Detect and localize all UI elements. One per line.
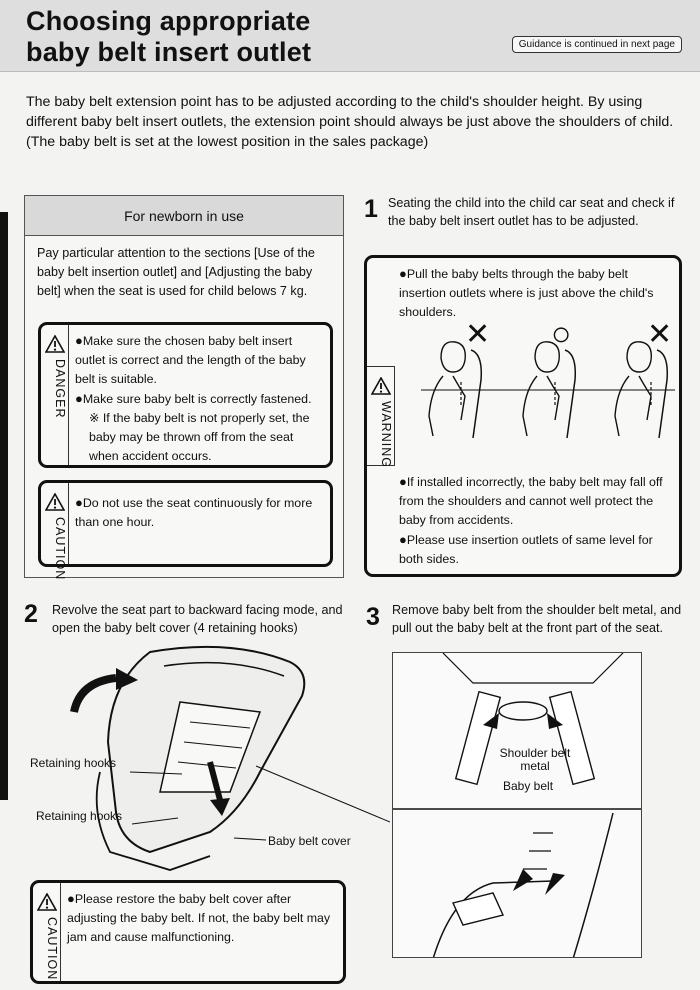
danger-label: DANGER — [53, 359, 67, 419]
continued-badge: Guidance is continued in next page — [512, 36, 682, 53]
step-3-text: Remove baby belt from the shoulder belt metal, and pull out the baby belt at the front part of the seat. — [392, 603, 682, 635]
warning-label: WARNING — [379, 401, 393, 468]
danger-box — [38, 322, 333, 468]
bullet-icon: ● — [75, 391, 83, 406]
warning-top-item: ●Pull the baby belts through the baby belt insertion outlets where is just above the child's shoulders. — [399, 266, 654, 319]
bullet-icon: ● — [399, 266, 407, 281]
caution-side — [41, 483, 69, 581]
warning-triangle-icon — [45, 335, 65, 353]
incorrect-mark-icon: ✕ — [465, 318, 491, 351]
caution-box-2 — [30, 880, 346, 984]
incorrect-mark-icon: ✕ — [647, 318, 673, 351]
caution-box-1 — [38, 480, 333, 581]
newborn-text: Pay particular attention to the sections [Use of the baby belt insertion outlet] and [Adjusting the baby belt] when the seat is used for child belows 7 kg. — [37, 246, 315, 298]
baby-belt-cover-label: Baby belt cover — [268, 834, 351, 848]
bullet-icon: ● — [75, 495, 83, 510]
page-title — [26, 6, 311, 68]
step-3-number: 3 — [366, 603, 380, 631]
caution-side — [33, 883, 61, 981]
warning-triangle-icon — [45, 493, 65, 511]
belt-photo-frame — [392, 652, 642, 958]
step-1-number: 1 — [364, 195, 378, 223]
danger-note: ※ If the baby belt is not properly set, the baby may be thrown off from the seat when accident occurs. — [89, 411, 310, 463]
bullet-icon: ● — [67, 891, 75, 906]
step-1-text: Seating the child into the child car seat and check if the baby belt insert outlet has to be adjusted. — [388, 196, 675, 228]
bullet-icon: ● — [75, 333, 83, 348]
danger-item: ●Make sure the chosen baby belt insert outlet is correct and the length of the baby belt is suitable. — [75, 333, 306, 386]
belt-illustration — [393, 653, 642, 958]
danger-body — [75, 331, 324, 466]
baby-belt-label: Baby belt — [503, 779, 554, 793]
correct-mark-icon: ○ — [551, 315, 572, 353]
warning-box — [364, 255, 682, 577]
page-title-line-2: baby belt insert outlet — [26, 37, 312, 67]
warning-triangle-icon — [371, 377, 391, 395]
caution-body: ●Please restore the baby belt cover after adjusting the baby belt. If not, the baby belt may jam and cause malfunctioning. — [67, 891, 331, 944]
bullet-icon: ● — [399, 474, 407, 489]
caution-label: CAUTION — [53, 517, 67, 581]
warning-triangle-icon — [37, 893, 57, 911]
warning-side — [367, 366, 395, 466]
warning-items — [399, 472, 673, 569]
newborn-heading: For newborn in use — [25, 196, 343, 236]
step-2-number: 2 — [24, 600, 38, 628]
retaining-hooks-label-1: Retaining hooks — [30, 756, 117, 770]
retaining-hooks-label-2: Retaining hooks — [36, 809, 123, 823]
step-2-text: Revolve the seat part to backward facing mode, and open the baby belt cover (4 retaining hooks) — [52, 603, 343, 635]
intro-paragraph: The baby belt extension point has to be adjusted according to the child's shoulder height. By using different baby belt insert outlets, the extension point should always be just above the shoulders of child. (The baby belt is set at the lowest position in the sales package) — [26, 94, 674, 150]
danger-item: ●Make sure baby belt is correctly fastened. — [75, 391, 312, 406]
side-edge-bar — [0, 212, 8, 800]
caution-label: CAUTION — [45, 917, 59, 981]
shoulder-belt-metal-label: Shoulder belt metal — [499, 746, 571, 773]
bullet-icon: ● — [399, 532, 407, 547]
page-title-line-1: Choosing appropriate — [26, 6, 311, 36]
danger-side — [41, 325, 69, 465]
child-position-illustration — [401, 315, 679, 438]
caution-body: ●Do not use the seat continuously for more than one hour. — [75, 495, 313, 529]
warning-item: ●Please use insertion outlets of same level for both sides. — [399, 532, 653, 566]
warning-item: ●If installed incorrectly, the baby belt may fall off from the shoulders and cannot well protect the baby from accidents. — [399, 474, 663, 527]
page-header — [0, 0, 700, 72]
